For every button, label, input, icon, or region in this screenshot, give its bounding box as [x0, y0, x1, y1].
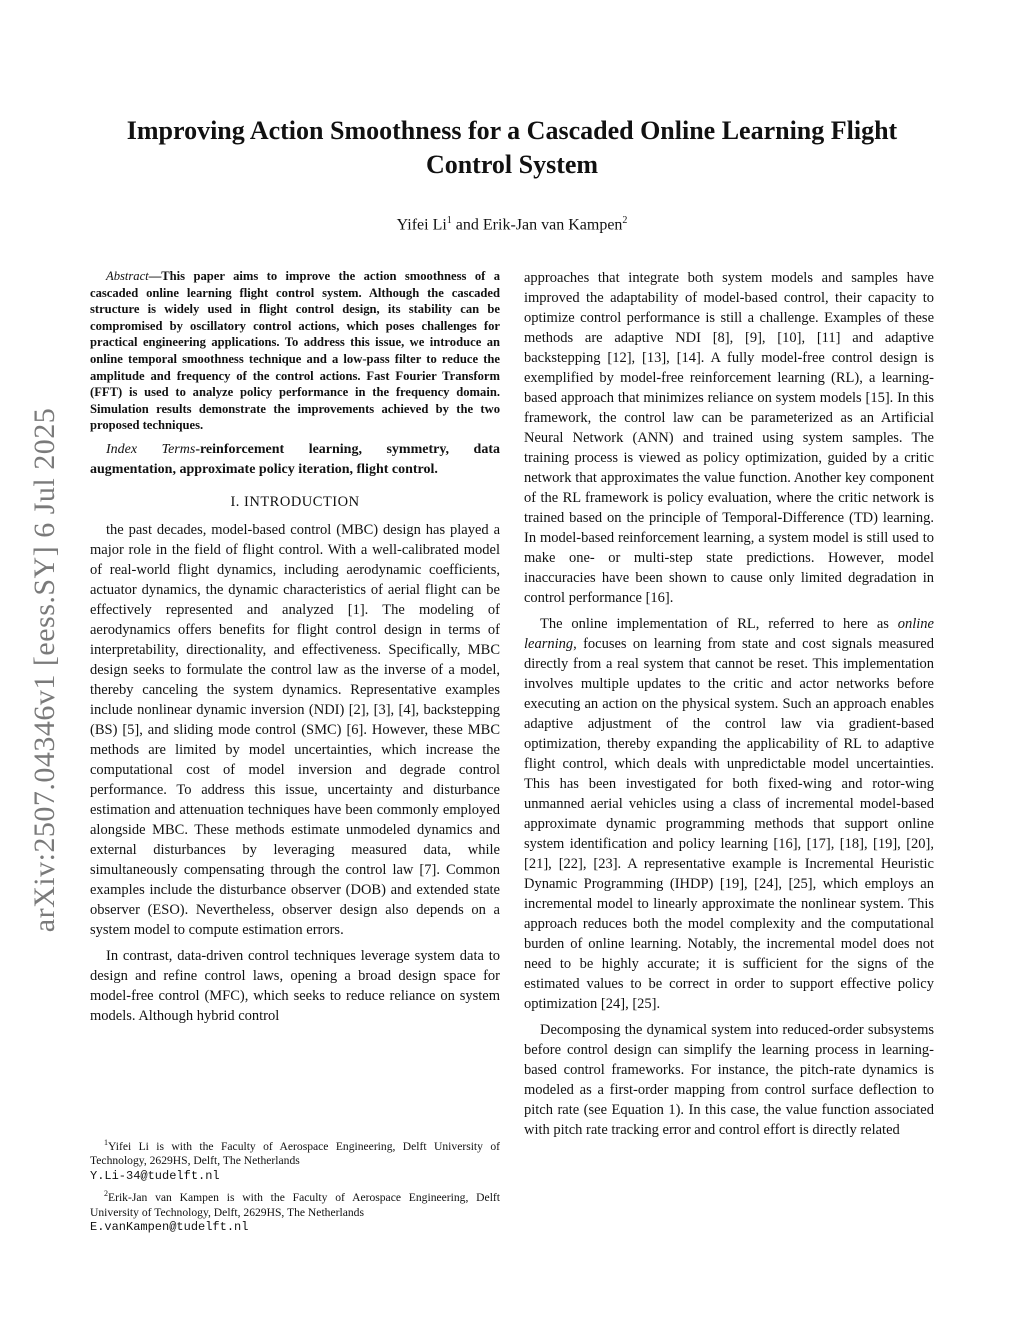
footnote-2-mark: 2 [104, 1189, 108, 1199]
abstract-dash: — [148, 269, 162, 283]
footnote-1-email: Y.Li-34@tudelft.nl [90, 1168, 220, 1183]
section-heading-introduction: I. INTRODUCTION [230, 493, 360, 510]
footnotes [90, 1136, 500, 1239]
right-column [524, 268, 934, 1146]
intro-paragraph-3: approaches that integrate both system models and samples have improved the adaptability of model-based control, their capacity to optimize control performance is still a challenge. Examples of these methods are adaptive NDI [8], [9], [10], [11] and adaptive backstepping [12], [13], [14]. A fully model-free control design is exemplified by model-free reinforcement learning (RL), a learning-based approach that minimizes reliance on system models [15]. In this framework, the control law can be parameterized as an Artificial Neural Network (ANN) and trained using system samples. The training process is viewed as policy optimization, guided by a critic network that approximates the value function. Another key component of the RL framework is policy evaluation, where the critic network is trained based on the principle of Temporal-Difference (TD) learning. In model-based reinforcement learning, a system model is still used to make one- or multi-step state predictions. However, model inaccuracies have been shown to cause only limited degradation in control performance [16]. [524, 270, 934, 606]
intro-paragraph-4-rest: , focuses on learning from state and cost signals measured directly from a real system that cannot be reset. This implementation involves multiple updates to the critic and actor networks before executing an action on the physical system. Such an approach enables adaptive adjustment of the control law via gradient-based optimization, thereby expanding the applicability of RL to adaptive flight control, which deals with unpredictable model uncertainties. This has been investigated for both fixed-wing and rotor-wing unmanned aerial vehicles using a class of incremental model-based approximate dynamic programming methods that support online system identification and policy learning [16], [17], [18], [19], [20], [21], [22], [23]. A representative example is Incremental Heuristic Dynamic Programming (IHDP) [19], [24], [25], which employs an incremental model to linearly approximate the nonlinear system. This approach reduces both the model complexity and the computational burden of online learning. Notably, the incremental model does not need to be highly accurate; it is sufficient for the signs of the estimated values to be correct in order to support effective policy optimization [24], [25]. [524, 636, 934, 1012]
index-terms [90, 440, 500, 480]
author-1-affiliation-mark: 1 [446, 215, 452, 226]
paper-title: Improving Action Smoothness for a Cascaded Online Learning Flight Control System [126, 116, 898, 179]
author-2-name: Erik-Jan van Kampen [482, 216, 623, 234]
author-conjunction: and [451, 216, 483, 234]
intro-paragraph-1: the past decades, model-based control (MBC) design has played a major role in the field of flight control. With a well-calibrated model of real-world flight dynamics, including aerodynamic coefficients, actuator dynamics, the dynamic characteristics of aerial flight can be effectively represented and analyzed [1]. The modeling of aerodynamics offers benefits for flight control design in terms of interpretability, directionality, and effectiveness. Specifically, MBC design seeks to formulate the control law as the inverse of a model, thereby canceling the system dynamics. Representative examples include nonlinear dynamic inversion (NDI) [2], [3], [4], backstepping (BS) [5], and sliding mode control (SMC) [6]. However, these MBC methods are limited by model uncertainties, which increase the computational cost of model inversion and degrade control performance. To address this issue, uncertainty and disturbance estimation and attenuation techniques have been commonly employed alongside MBC. These methods estimate unmodeled dynamics and external disturbances by leveraging measured data, while simultaneously compensating through the control law [7]. Common examples include the disturbance observer (DOB) and extended state observer (ESO). Nevertheless, observer design also depends on a system model to compute estimation errors. [90, 521, 500, 938]
abstract-text: This paper aims to improve the action smoothness of a cascaded online learning flight control system. Although the cascaded structure is widely used in flight control design, its stability can be compromised by oscillatory control actions, which poses challenges for practical engineering applications. To address this issue, we introduce an online temporal smoothness technique and a low-pass filter to reduce the amplitude and frequency of the control actions. Fast Fourier Transform (FFT) is used to analyze policy performance in the frequency domain. Simulation results demonstrate the improvements achieved by the two proposed techniques. [90, 269, 500, 433]
arxiv-identifier-text: arXiv:2507.04346v1 [eess.SY] 6 Jul 2025 [28, 407, 61, 933]
online-learning-term: online learning [524, 616, 934, 652]
left-column [90, 268, 500, 1032]
intro-paragraph-2: In contrast, data-driven control techniques leverage system data to design and refine control laws, opening a broad design space for model-free control (MFC), which seeks to reduce reliance on system models. Although hybrid control [90, 947, 500, 1024]
arxiv-identifier-stamp [20, 370, 70, 970]
footnote-1 [90, 1136, 500, 1183]
footnote-2-text: Erik-Jan van Kampen is with the Faculty of Aerospace Engineering, Delft University of Technology, Delft, 2629HS, The Netherlands [90, 1191, 500, 1219]
author-1-name: Yifei Li [396, 216, 447, 234]
author-2-affiliation-mark: 2 [622, 215, 628, 226]
index-terms-label: Index Terms [106, 441, 196, 457]
abstract-label: Abstract [106, 269, 149, 283]
intro-paragraph-5: Decomposing the dynamical system into reduced-order subsystems before control design can simplify the learning process in learning-based control frameworks. For instance, the pitch-rate dynamics is modeled as a first-order mapping from control surface deflection to pitch rate (see Equation 1). In this case, the value function associated with pitch rate tracking error and control effort is directly related [524, 1022, 934, 1138]
index-terms-text: -reinforcement learning, symmetry, data augmentation, approximate policy iteration, flight control. [90, 441, 500, 477]
author-line [90, 210, 934, 236]
footnote-1-text: Yifei Li is with the Faculty of Aerospace Engineering, Delft University of Technology, 2629HS, Delft, The Netherlands [90, 1139, 500, 1168]
footnote-2 [90, 1187, 500, 1234]
abstract [90, 268, 500, 434]
footnote-2-email: E.vanKampen@tudelft.nl [90, 1220, 249, 1235]
intro-paragraph-4-start: The online implementation of RL, referred to here as [540, 616, 898, 632]
intro-paragraph-4 [524, 614, 934, 1014]
footnote-1-mark: 1 [104, 1138, 108, 1147]
